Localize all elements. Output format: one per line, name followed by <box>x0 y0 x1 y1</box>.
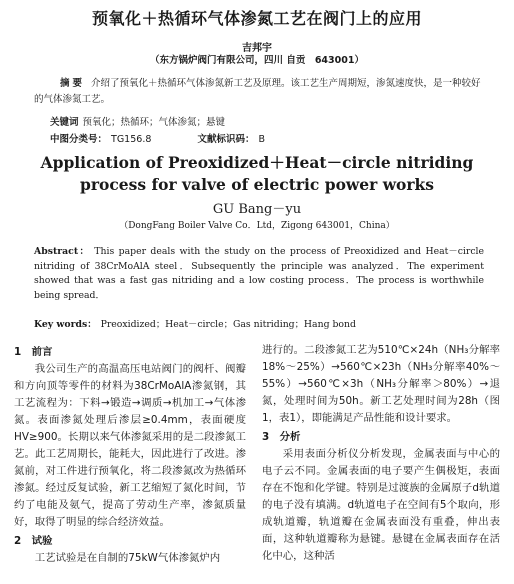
doc-code-value: B <box>258 134 265 145</box>
paragraph-experiment-cont: 进行的。二段渗氮工艺为510℃×24h（NH₃分解率18%～25%）→560℃×23h（NH₃分解率40%～55%）→560℃×3h（NH₃分解率＞80%）→退氮，处理时间为50h。新工艺处理时间为28h（图1，表1），即能满足产品性能和设计要求。 <box>262 344 500 424</box>
section-heading-analysis: 3 分析 <box>262 431 301 443</box>
keywords-en-label: Key words： <box>34 319 97 330</box>
section-heading-intro: 1 前言 <box>14 346 53 358</box>
body-column-right <box>262 342 500 565</box>
keywords-en <box>34 316 494 330</box>
paper-title-en-line2: process for valve of electric power works <box>79 175 435 194</box>
keywords-cn-label: 关键词 <box>50 117 79 128</box>
abstract-cn-text: 介绍了预氧化＋热循环气体渗氮新工艺及原理。该工艺生产周期短，渗氮速度快，是一种较好的气体渗氮工艺。 <box>34 78 481 105</box>
keywords-cn <box>50 114 225 128</box>
classification <box>50 131 265 145</box>
paper-title-en <box>0 152 514 196</box>
abstract-en-label: Abstract： <box>34 246 91 257</box>
clc-value: TG156.8 <box>111 134 152 145</box>
paragraph-experiment: 工艺试验是在自制的75kW气体渗氮炉内 <box>34 552 221 564</box>
paragraph-intro: 我公司生产的高温高压电站阀门的阀杆、阀瓣和方向顶等零件的材料为38CrMoAlA渗氮钢，其工艺流程为：下料→锻造→调质→机加工→气体渗氮。表面渗氮处理后渗层≥0.4mm，表面硬度HV≥900。长期以来气体渗氮采用的是二段渗氮工艺。此工艺周期长，能耗大，因此进行了改进。渗氮前，对工件进行预氧化，将二段渗氮改为热循环渗氮。经过反复试验，新工艺缩短了氮化时间，节约了电能及氨气，提高了劳动生产率，渗氮质量好，取得了明显的综合经济效益。 <box>14 363 246 528</box>
author-en: GU Bang－yu <box>212 202 302 217</box>
paper-title-cn: 预氧化＋热循环气体渗氮工艺在阀门上的应用 <box>91 9 422 28</box>
abstract-en <box>34 245 484 303</box>
abstract-cn <box>34 76 484 108</box>
clc-label: 中图分类号： <box>50 134 108 145</box>
doc-code-label: 文献标识码： <box>197 134 255 145</box>
paper-title-en-line1: Application of Preoxidized＋Heat－circle nitriding <box>40 153 474 172</box>
keywords-en-text: Preoxidized；Heat－circle；Gas nitriding；Hang bond <box>100 319 356 330</box>
affiliation-cn: （东方锅炉阀门有限公司，四川 自贡 643001） <box>150 55 364 66</box>
affiliation-en: （DongFang Boiler Valve Co．Ltd，Zigong 643001，China） <box>119 221 395 231</box>
abstract-en-text: This paper deals with the study on the process of Preoxidized and Heat－circle nitriding of 38CrMoAlA steel．Subsequently the principle was analyzed．The experiment showed that was a fast gas nitriding and a low costing process．The process is worthwhile being spread． <box>34 246 484 301</box>
section-heading-experiment: 2 试验 <box>14 535 53 547</box>
abstract-cn-label: 摘要 <box>60 78 86 89</box>
body-column-left <box>14 342 246 567</box>
author-cn: 吉邦宇 <box>242 43 272 54</box>
paragraph-analysis: 采用表面分析仪分析发现，金属表面与中心的电子云不同。金属表面的电子要产生偶极矩，表面存在不饱和化学键。特别是过渡族的金属原子d轨道的电子没有填满。d轨道电子在空间有5个取向，形成轨道瓣，轨道瓣在金属表面没有重叠，伸出表面，这种轨道瓣称为悬键。悬键在金属表面存在活化中心，这种活 <box>262 448 500 562</box>
keywords-cn-text: 预氧化；热循环；气体渗氮；悬键 <box>82 117 226 128</box>
